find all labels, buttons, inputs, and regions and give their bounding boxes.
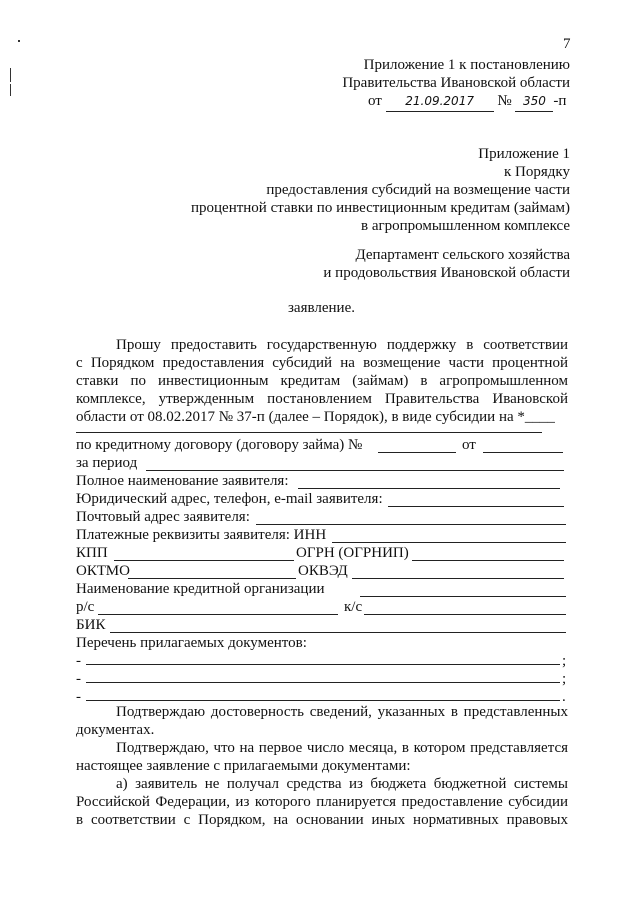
period-label: за период: [76, 455, 138, 471]
contract-number-field[interactable]: [378, 452, 456, 453]
confirm1-line1: Подтверждаю достоверность сведений, указанных в представленных: [116, 704, 568, 720]
request-line3: ставки по инвестиционным кредитам (займам) в агропромышленном: [76, 373, 568, 389]
ogrn-label: ОГРН (ОГРНИП): [296, 545, 409, 561]
oktmo-label: ОКТМО: [76, 563, 130, 579]
bik-field[interactable]: [110, 632, 566, 633]
kpp-field[interactable]: [114, 560, 294, 561]
full-name-label: Полное наименование заявителя:: [76, 473, 289, 489]
ks-field[interactable]: [364, 614, 566, 615]
postal-address-field[interactable]: [256, 524, 566, 525]
rs-field[interactable]: [98, 614, 338, 615]
doc-item-dash: -: [76, 689, 81, 705]
postal-address-label: Почтовый адрес заявителя:: [76, 509, 250, 525]
okved-field[interactable]: [352, 578, 564, 579]
docs-list-label: Перечень прилагаемых документов:: [76, 635, 307, 651]
rs-label: р/с: [76, 599, 95, 615]
doc-item-end: .: [562, 689, 566, 705]
appendix-main-date-line: [368, 92, 566, 112]
legal-address-field[interactable]: [388, 506, 564, 507]
confirm2-line1: Подтверждаю, что на первое число месяца, в котором представляется: [116, 740, 568, 756]
inn-field[interactable]: [332, 542, 566, 543]
bik-label: БИК: [76, 617, 106, 633]
payment-details-label: Платежные реквизиты заявителя: ИНН: [76, 527, 327, 543]
from-label: от: [368, 93, 382, 109]
confirm2-line2: настоящее заявление с прилагаемыми документами:: [76, 758, 411, 774]
appendix-main-line2: Правительства Ивановской области: [342, 75, 570, 91]
request-line5: области от 08.02.2017 № 37-п (далее – Порядок), в виде субсидии на *____: [76, 409, 555, 425]
doc-item-field-1[interactable]: [86, 664, 560, 665]
appendix-main-line1: Приложение 1 к постановлению: [363, 57, 570, 73]
addressee-line1: Департамент сельского хозяйства: [355, 247, 570, 263]
ks-label: к/с: [344, 599, 363, 615]
appendix-order-line2: к Порядку: [504, 164, 570, 180]
item-a-line1: а) заявитель не получал средства из бюджета бюджетной системы: [116, 776, 568, 792]
page-number: 7: [563, 36, 571, 52]
appendix-order-line3: предоставления субсидий на возмещение части: [266, 182, 570, 198]
scan-mark: [10, 68, 11, 82]
legal-address-label: Юридический адрес, телефон, e-mail заявителя:: [76, 491, 383, 507]
confirm1-line2: документах.: [76, 722, 155, 738]
number-sign: №: [497, 93, 512, 109]
full-name-field[interactable]: [298, 488, 560, 489]
scan-mark: [18, 40, 20, 42]
kpp-label: КПП: [76, 545, 108, 561]
appendix-order-line5: в агропромышленном комплексе: [361, 218, 570, 234]
doc-item-field-3[interactable]: [86, 700, 560, 701]
doc-item-field-2[interactable]: [86, 682, 560, 683]
blank-line: [76, 432, 542, 433]
number-suffix: -п: [553, 93, 567, 109]
addressee-line2: и продовольствия Ивановской области: [323, 265, 570, 281]
request-line4: комплексе, утвержденным постановлением Правительства Ивановской: [76, 391, 568, 407]
item-a-line3: в соответствии с Порядком, на основании иных нормативных правовых: [76, 812, 568, 828]
appendix-order-line1: Приложение 1: [478, 146, 570, 162]
credit-contract-label: по кредитному договору (договору займа) №: [76, 437, 363, 453]
appendix-order-line4: процентной ставки по инвестиционным кредитам (займам): [190, 200, 570, 216]
okved-label: ОКВЭД: [298, 563, 348, 579]
request-line2: с Порядком предоставления субсидий на возмещение части процентной: [76, 355, 568, 371]
credit-org-label: Наименование кредитной организации: [76, 581, 325, 597]
ogrn-field[interactable]: [412, 560, 564, 561]
item-a-line2: Российской Федерации, из которого планируется предоставление субсидии: [76, 794, 568, 810]
contract-date-field[interactable]: [483, 452, 563, 453]
handwritten-date: 21.09.2017: [386, 92, 494, 112]
doc-item-end: ;: [562, 653, 567, 669]
doc-item-dash: -: [76, 671, 81, 687]
credit-org-field[interactable]: [360, 596, 566, 597]
oktmo-field[interactable]: [128, 578, 296, 579]
doc-item-dash: -: [76, 653, 81, 669]
request-line1: Прошу предоставить государственную поддержку в соответствии: [116, 337, 568, 353]
period-field[interactable]: [146, 470, 564, 471]
handwritten-number: 350: [515, 92, 553, 112]
scan-mark: [10, 84, 11, 96]
document-title: заявление.: [288, 300, 355, 316]
contract-from-label: от: [462, 437, 476, 453]
doc-item-end: ;: [562, 671, 567, 687]
